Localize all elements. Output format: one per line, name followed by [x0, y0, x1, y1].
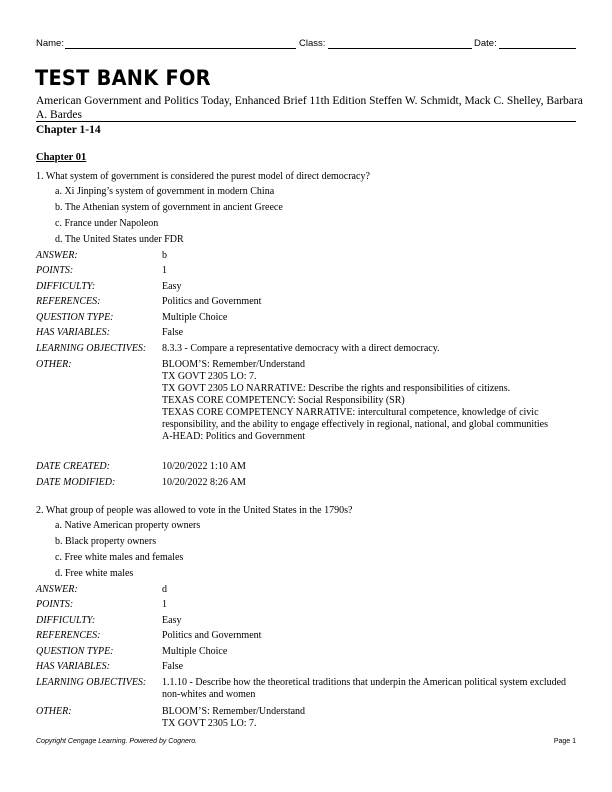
points-label: POINTS:	[36, 599, 74, 610]
other-line: TX GOVT 2305 LO: 7.	[162, 718, 257, 729]
name-label: Name:	[36, 38, 64, 49]
question-type-label: QUESTION TYPE:	[36, 646, 114, 657]
other-value	[162, 706, 576, 730]
question-type-value: Multiple Choice	[162, 312, 228, 323]
date-created-value: 10/20/2022 1:10 AM	[162, 461, 246, 472]
learning-objectives-value: 8.3.3 - Compare a representative democracy with a direct democracy.	[162, 343, 440, 354]
question-type-label: QUESTION TYPE:	[36, 312, 114, 323]
other-line: TEXAS CORE COMPETENCY NARRATIVE: intercultural competence, knowledge of civic responsibility, and the ability to engage effectively in regional, national, and global communities	[162, 407, 549, 430]
answer-value: b	[162, 250, 167, 261]
other-line: A-HEAD: Politics and Government	[162, 431, 306, 442]
has-variables-value: False	[162, 661, 184, 672]
answer-option: a. Native American property owners	[55, 520, 201, 531]
learning-objectives-value: 1.1.10 - Describe how the theoretical traditions that underpin the American political system excluded non-whites and women	[162, 677, 567, 700]
date-modified-value: 10/20/2022 8:26 AM	[162, 477, 246, 488]
question-text: 2. What group of people was allowed to vote in the United States in the 1790s?	[36, 505, 353, 516]
references-label: REFERENCES:	[36, 630, 101, 641]
difficulty-value: Easy	[162, 281, 182, 292]
difficulty-value: Easy	[162, 615, 182, 626]
answer-option: d. The United States under FDR	[55, 234, 184, 245]
answer-option: b. Black property owners	[55, 536, 157, 547]
other-line: TX GOVT 2305 LO NARRATIVE: Describe the rights and responsibilities of citizens.	[162, 383, 511, 394]
student-info-header	[36, 38, 576, 52]
answer-option: a. Xi Jinping’s system of government in modern China	[55, 186, 275, 197]
date-blank[interactable]	[499, 48, 576, 49]
references-label: REFERENCES:	[36, 296, 101, 307]
other-line: BLOOM’S: Remember/Understand	[162, 359, 306, 370]
answer-option: c. Free white males and females	[55, 552, 184, 563]
has-variables-label: HAS VARIABLES:	[36, 327, 110, 338]
other-line: TEXAS CORE COMPETENCY: Social Responsibility (SR)	[162, 395, 405, 406]
other-label: OTHER:	[36, 706, 72, 717]
class-label: Class:	[299, 38, 326, 49]
other-label: OTHER:	[36, 359, 72, 370]
learning-objectives-label: LEARNING OBJECTIVES:	[36, 343, 147, 354]
answer-option: c. France under Napoleon	[55, 218, 159, 229]
question-type-value: Multiple Choice	[162, 646, 228, 657]
date-created-label: DATE CREATED:	[36, 461, 110, 472]
date-label: Date:	[474, 38, 497, 49]
class-blank[interactable]	[328, 48, 472, 49]
other-value	[162, 359, 576, 443]
date-modified-label: DATE MODIFIED:	[36, 477, 116, 488]
page-number: Page 1	[553, 738, 576, 745]
copyright-text: Copyright Cengage Learning. Powered by Cognero.	[36, 738, 198, 745]
page-title: TEST BANK FOR	[35, 66, 211, 90]
points-value: 1	[162, 265, 167, 276]
has-variables-value: False	[162, 327, 184, 338]
other-line: BLOOM’S: Remember/Understand	[162, 706, 306, 717]
book-subtitle: American Government and Politics Today, Enhanced Brief 11th Edition Steffen W. Schmidt, Mack C. Shelley, Barbara A. Bardes	[36, 95, 583, 121]
points-label: POINTS:	[36, 265, 74, 276]
answer-label: ANSWER:	[36, 584, 78, 595]
chapters-range: Chapter 1-14	[36, 124, 101, 136]
answer-label: ANSWER:	[36, 250, 78, 261]
answer-option: b. The Athenian system of government in ancient Greece	[55, 202, 283, 213]
has-variables-label: HAS VARIABLES:	[36, 661, 110, 672]
name-blank[interactable]	[65, 48, 296, 49]
references-value: Politics and Government	[162, 630, 262, 641]
chapter-heading: Chapter 01	[36, 152, 87, 163]
answer-option: d. Free white males	[55, 568, 134, 579]
other-line: TX GOVT 2305 LO: 7.	[162, 371, 257, 382]
difficulty-label: DIFFICULTY:	[36, 615, 96, 626]
points-value: 1	[162, 599, 167, 610]
difficulty-label: DIFFICULTY:	[36, 281, 96, 292]
title-divider	[36, 121, 576, 122]
learning-objectives-label: LEARNING OBJECTIVES:	[36, 677, 147, 688]
references-value: Politics and Government	[162, 296, 262, 307]
question-text: 1. What system of government is considered the purest model of direct democracy?	[36, 171, 370, 182]
answer-value: d	[162, 584, 167, 595]
